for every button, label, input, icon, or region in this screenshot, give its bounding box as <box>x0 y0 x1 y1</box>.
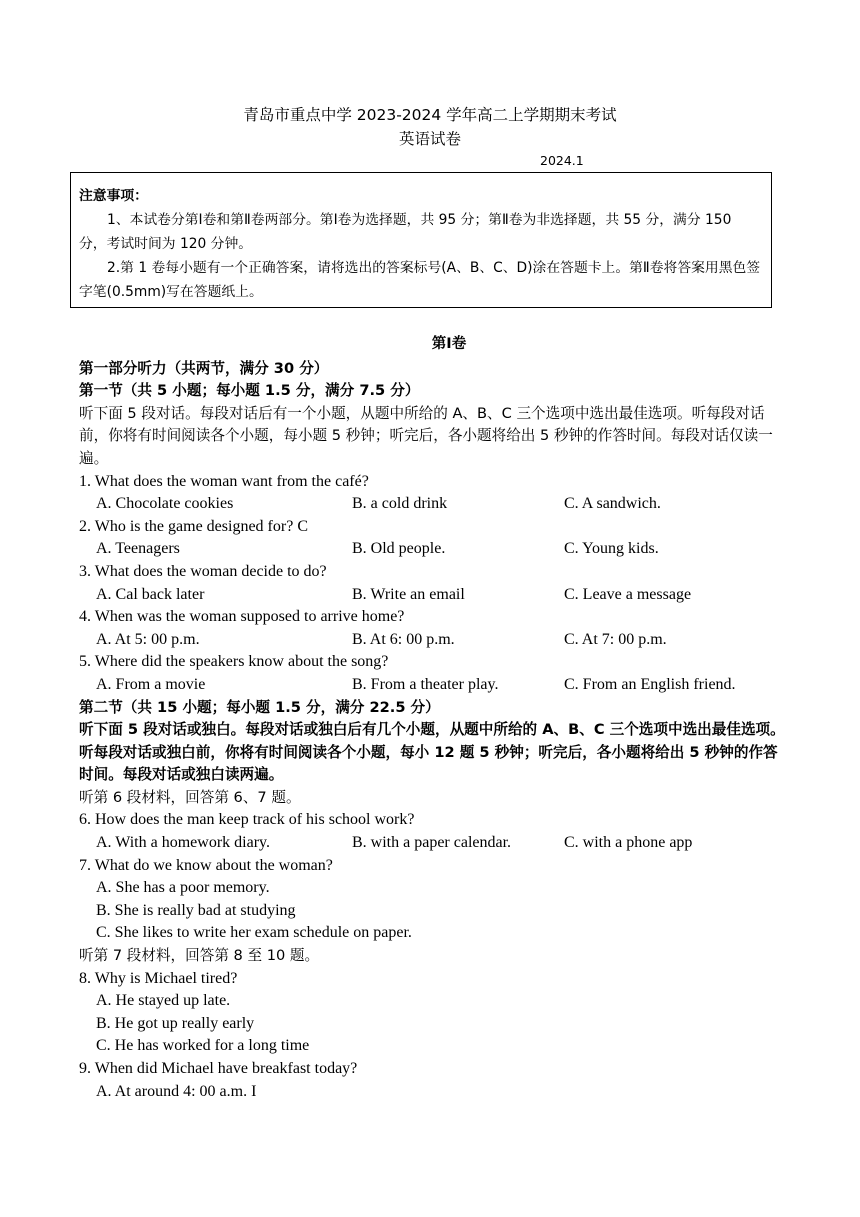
option-a: A. Cal back later <box>96 585 205 603</box>
option-c: C. with a phone app <box>564 834 693 852</box>
question-2-options <box>79 538 789 561</box>
question-9: 9. When did Michael have breakfast today? <box>79 1060 358 1077</box>
notice-item-2: 2.第 1 卷每小题有一个正确答案，请将选出的答案标号(A、B、C、D)涂在答题卡上。第Ⅱ卷将答案用黑色签字笔(0.5mm)写在答题纸上。 <box>79 260 761 300</box>
option-c: C. Young kids. <box>564 540 659 558</box>
notice-box <box>70 172 772 308</box>
section2-heading: 第二节（共 15 小题；每小题 1.5 分，满分 22.5 分） <box>79 698 440 716</box>
question-1-options <box>79 493 789 516</box>
option-a: A. Chocolate cookies <box>96 495 234 513</box>
part1-heading: 第一部分听力（共两节，满分 30 分） <box>79 359 329 377</box>
option-a: A. She has a poor memory. <box>96 879 270 897</box>
notice-title: 注意事项： <box>79 188 148 204</box>
option-a: A. With a homework diary. <box>96 834 270 852</box>
option-c: C. From an English friend. <box>564 675 736 693</box>
question-8: 8. Why is Michael tired? <box>79 969 238 987</box>
question-1: 1. What does the woman want from the café? <box>79 472 369 490</box>
question-4: 4. When was the woman supposed to arrive home? <box>79 608 405 626</box>
option-b: B. At 6: 00 p.m. <box>352 630 455 648</box>
option-c: C. She likes to write her exam schedule on paper. <box>96 924 412 942</box>
option-b: B. From a theater play. <box>352 675 499 693</box>
question-7: 7. What do we know about the woman? <box>79 856 333 874</box>
option-b: B. He got up really early <box>96 1014 255 1032</box>
question-6: 6. How does the man keep track of his school work? <box>79 811 415 829</box>
question-3: 3. What does the woman decide to do? <box>79 562 327 580</box>
material-7-note: 听第 7 段材料，回答第 8 至 10 题。 <box>79 947 320 965</box>
section2-instructions: 听下面 5 段对话或独白。每段对话或独白后有几个小题，从题中所给的 A、B、C 三个选项中选出最佳选项。听每段对话或独白前，你将有时间阅读各个小题，每小 12 题 5 秒钟；听完后，各小题将给出 5 秒钟的作答时间。每段对话或独白读两遍。 <box>79 721 785 784</box>
option-b: B. Write an email <box>352 585 465 603</box>
option-c: C. A sandwich. <box>564 495 661 513</box>
notice-item-1: 1、本试卷分第Ⅰ卷和第Ⅱ卷两部分。第Ⅰ卷为选择题，共 95 分；第Ⅱ卷为非选择题，共 55 分，满分 150 分，考试时间为 120 分钟。 <box>79 212 732 252</box>
section1-instructions: 听下面 5 段对话。每段对话后有一个小题，从题中所给的 A、B、C 三个选项中选出最佳选项。听每段对话前，你将有时间阅读各个小题，每小题 5 秒钟；听完后，各小题将给出 5 秒钟的作答时间。每段对话仅读一遍。 <box>79 404 773 467</box>
option-b: B. She is really bad at studying <box>96 901 296 919</box>
option-a: A. From a movie <box>96 675 206 693</box>
option-b: B. with a paper calendar. <box>352 834 512 852</box>
option-c: C. At 7: 00 p.m. <box>564 630 667 648</box>
exam-subtitle: 英语试卷 <box>398 130 461 148</box>
question-3-options <box>79 584 789 607</box>
material-6-note: 听第 6 段材料，回答第 6、7 题。 <box>79 788 301 806</box>
option-a: A. At around 4: 00 a.m. I <box>96 1082 257 1100</box>
option-b: B. Old people. <box>352 540 446 558</box>
question-2: 2. Who is the game designed for? C <box>79 517 308 535</box>
question-5: 5. Where did the speakers know about the song? <box>79 653 389 671</box>
option-b: B. a cold drink <box>352 495 448 513</box>
section1-heading: 第一节（共 5 小题；每小题 1.5 分，满分 7.5 分） <box>79 382 420 400</box>
exam-date: 2024.1 <box>540 153 584 168</box>
volume-heading: 第Ⅰ卷 <box>431 336 467 352</box>
option-c: C. Leave a message <box>564 585 692 603</box>
question-6-options <box>79 832 789 855</box>
option-c: C. He has worked for a long time <box>96 1037 310 1055</box>
option-a: A. Teenagers <box>96 540 180 558</box>
question-4-options <box>79 629 789 652</box>
option-a: A. At 5: 00 p.m. <box>96 630 200 648</box>
question-5-options <box>79 674 789 697</box>
exam-content <box>79 333 789 1103</box>
option-a: A. He stayed up late. <box>96 992 231 1010</box>
exam-title: 青岛市重点中学 2023-2024 学年高二上学期期末考试 <box>243 106 617 124</box>
